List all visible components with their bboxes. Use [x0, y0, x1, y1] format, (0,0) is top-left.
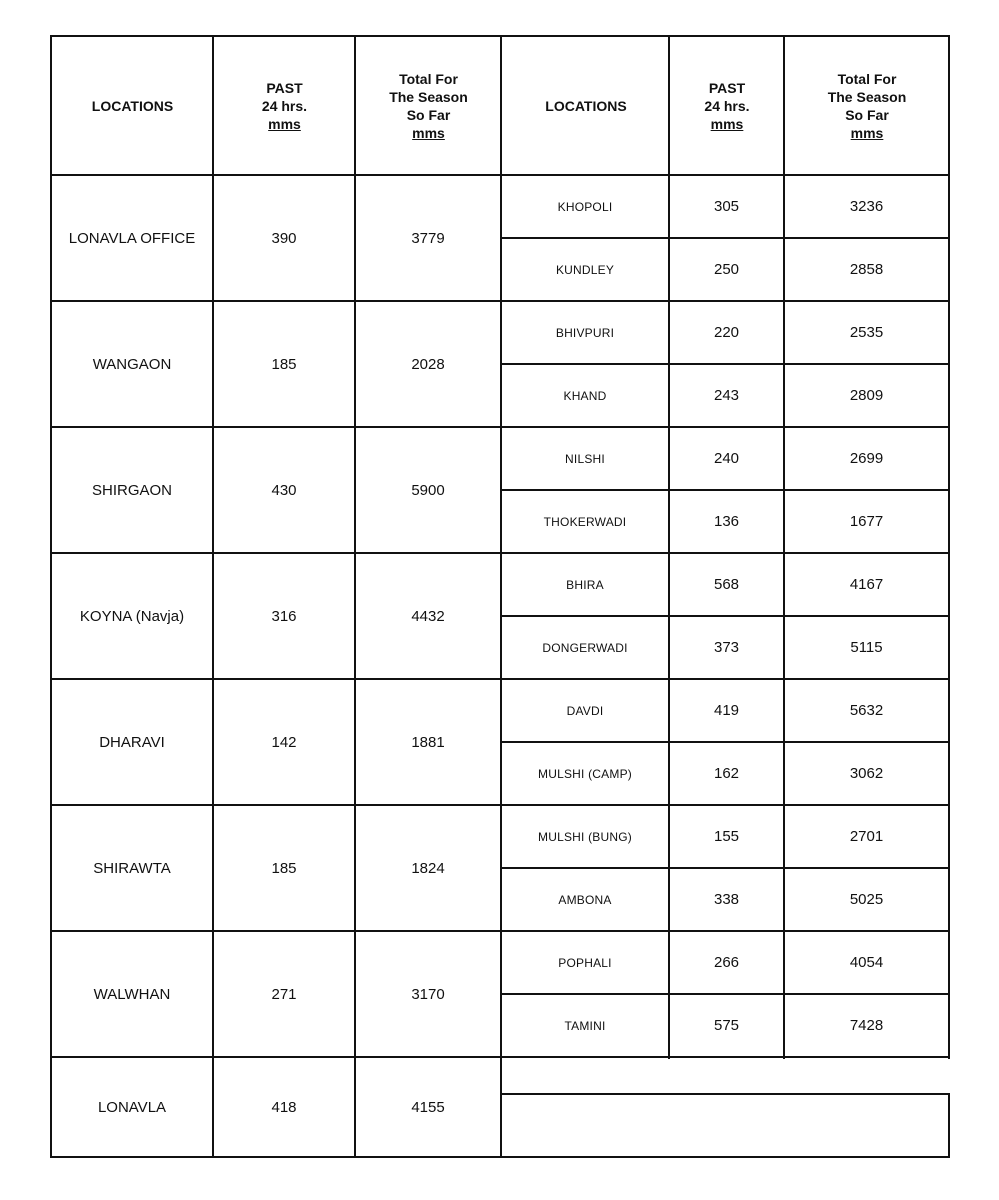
- border-right: [948, 35, 950, 1059]
- right-location-cell: TAMINI: [564, 1018, 606, 1033]
- empty-box-top: [500, 1093, 950, 1095]
- left-past-cell: 316: [271, 607, 297, 625]
- left-total-cell: 2028: [411, 355, 445, 373]
- right-location-cell: DAVDI: [566, 703, 604, 718]
- right-row-divider: [500, 489, 950, 491]
- right-past-cell: 373: [713, 639, 740, 656]
- column-divider-left: [212, 35, 214, 1158]
- right-row-divider: [500, 741, 950, 743]
- right-location-cell: NILSHI: [565, 451, 605, 466]
- right-row-divider: [500, 237, 950, 239]
- right-total-cell: 4054: [849, 954, 884, 971]
- header-total-right-unit: mms: [850, 125, 884, 141]
- right-row-divider: [500, 300, 950, 302]
- right-location-cell: MULSHI (CAMP): [538, 766, 632, 781]
- right-location-cell: MULSHI (BUNG): [538, 829, 632, 844]
- left-total-cell: 3779: [411, 229, 445, 247]
- left-row-divider: [50, 678, 500, 680]
- left-total-cell: 4155: [411, 1098, 445, 1116]
- right-row-divider: [500, 930, 950, 932]
- left-total-cell: 3170: [411, 985, 445, 1003]
- right-location-cell: BHIVPURI: [555, 325, 615, 340]
- right-total-cell: 2809: [849, 387, 884, 404]
- header-past-right: [670, 37, 784, 175]
- left-past-cell: 390: [271, 229, 297, 247]
- right-row-divider: [500, 1056, 950, 1058]
- header-total-right-l3: So Far: [845, 107, 889, 123]
- right-location-cell: DONGERWADI: [542, 640, 628, 655]
- left-location-cell: WALWHAN: [93, 985, 171, 1003]
- right-location-cell: KHOPOLI: [557, 199, 613, 214]
- right-total-cell: 2535: [849, 324, 884, 341]
- header-locations-right: [503, 37, 669, 175]
- right-location-cell: KUNDLEY: [555, 262, 615, 277]
- left-past-cell: 142: [271, 733, 297, 751]
- left-total-cell: 5900: [411, 481, 445, 499]
- left-border-bottom: [50, 1156, 502, 1158]
- right-location-cell: THOKERWADI: [543, 514, 627, 529]
- left-location-cell: DHARAVI: [99, 733, 165, 751]
- right-row-divider: [500, 867, 950, 869]
- left-row-divider: [50, 804, 500, 806]
- left-location-cell: KOYNA (Navja): [79, 607, 185, 625]
- left-location-cell: SHIRAWTA: [93, 859, 171, 877]
- header-past-left-unit: mms: [268, 116, 301, 132]
- header-past-right-l2: 24 hrs.: [704, 98, 750, 114]
- left-total-cell: 1881: [411, 733, 445, 751]
- header-locations-right-text: LOCATIONS: [545, 98, 627, 114]
- right-past-cell: 243: [713, 387, 740, 404]
- right-total-cell: 2699: [849, 450, 884, 467]
- right-past-cell: 240: [713, 450, 740, 467]
- right-total-cell: 7428: [849, 1017, 884, 1034]
- empty-box-bottom: [500, 1156, 950, 1158]
- right-past-cell: 338: [713, 891, 740, 908]
- header-past-left-l2: 24 hrs.: [261, 98, 308, 114]
- right-location-cell: AMBONA: [558, 892, 612, 907]
- right-past-cell: 155: [713, 828, 740, 845]
- right-total-cell: 2701: [849, 828, 884, 845]
- right-total-cell: 3236: [849, 198, 884, 215]
- left-location-cell: SHIRGAON: [91, 481, 172, 499]
- header-total-left: [356, 37, 501, 175]
- right-total-cell: 2858: [849, 261, 884, 278]
- right-past-cell: 305: [713, 198, 740, 215]
- right-past-cell: 250: [713, 261, 740, 278]
- right-total-cell: 5115: [850, 639, 883, 656]
- header-past-right-unit: mms: [710, 116, 744, 132]
- right-row-divider: [500, 552, 950, 554]
- left-row-divider: [50, 930, 500, 932]
- right-row-divider: [500, 615, 950, 617]
- left-past-cell: 430: [271, 481, 297, 499]
- left-total-cell: 1824: [411, 859, 445, 877]
- header-total-left-l3: So Far: [406, 107, 451, 123]
- right-total-cell: 4167: [849, 576, 884, 593]
- right-total-cell: 5025: [849, 891, 884, 908]
- right-row-divider: [500, 993, 950, 995]
- left-row-divider: [50, 552, 500, 554]
- left-past-cell: 271: [271, 985, 297, 1003]
- right-past-cell: 419: [713, 702, 740, 719]
- left-past-cell: 418: [271, 1098, 297, 1116]
- right-location-cell: KHAND: [563, 388, 607, 403]
- right-row-divider: [500, 678, 950, 680]
- header-total-right: [785, 37, 949, 175]
- right-total-cell: 1677: [849, 513, 884, 530]
- header-locations-left-text: LOCATIONS: [91, 98, 174, 114]
- right-location-cell: BHIRA: [566, 577, 604, 592]
- header-locations-left: [52, 37, 213, 175]
- right-location-cell: POPHALI: [558, 955, 612, 970]
- header-total-left-unit: mms: [412, 125, 445, 141]
- header-past-right-l1: PAST: [708, 80, 746, 96]
- left-location-cell: LONAVLA: [97, 1098, 167, 1116]
- right-row-divider: [500, 426, 950, 428]
- header-total-left-l2: The Season: [389, 89, 468, 105]
- header-total-right-l1: Total For: [837, 71, 897, 87]
- left-row-divider: [50, 426, 500, 428]
- right-past-cell: 220: [713, 324, 740, 341]
- column-divider-right: [783, 35, 785, 1059]
- left-row-divider: [50, 1056, 500, 1058]
- header-total-right-l2: The Season: [827, 89, 907, 105]
- right-past-cell: 136: [713, 513, 740, 530]
- column-divider-left: [50, 35, 52, 1158]
- right-past-cell: 266: [713, 954, 740, 971]
- header-total-left-l1: Total For: [399, 71, 458, 87]
- column-divider-right: [668, 35, 670, 1059]
- left-location-cell: LONAVLA OFFICE: [68, 229, 196, 247]
- header-past-left-l1: PAST: [266, 80, 303, 96]
- left-total-cell: 4432: [411, 607, 445, 625]
- right-past-cell: 162: [713, 765, 740, 782]
- left-past-cell: 185: [271, 355, 297, 373]
- left-past-cell: 185: [271, 859, 297, 877]
- right-row-divider: [500, 804, 950, 806]
- right-past-cell: 575: [713, 1017, 740, 1034]
- right-past-cell: 568: [713, 576, 740, 593]
- empty-box-right: [948, 1093, 950, 1158]
- header-past-left: [214, 37, 355, 175]
- column-divider-left: [500, 35, 502, 1158]
- right-total-cell: 5632: [849, 702, 884, 719]
- column-divider-left: [354, 35, 356, 1158]
- right-row-divider: [500, 363, 950, 365]
- left-row-divider: [50, 300, 500, 302]
- left-location-cell: WANGAON: [92, 355, 172, 373]
- right-total-cell: 3062: [849, 765, 884, 782]
